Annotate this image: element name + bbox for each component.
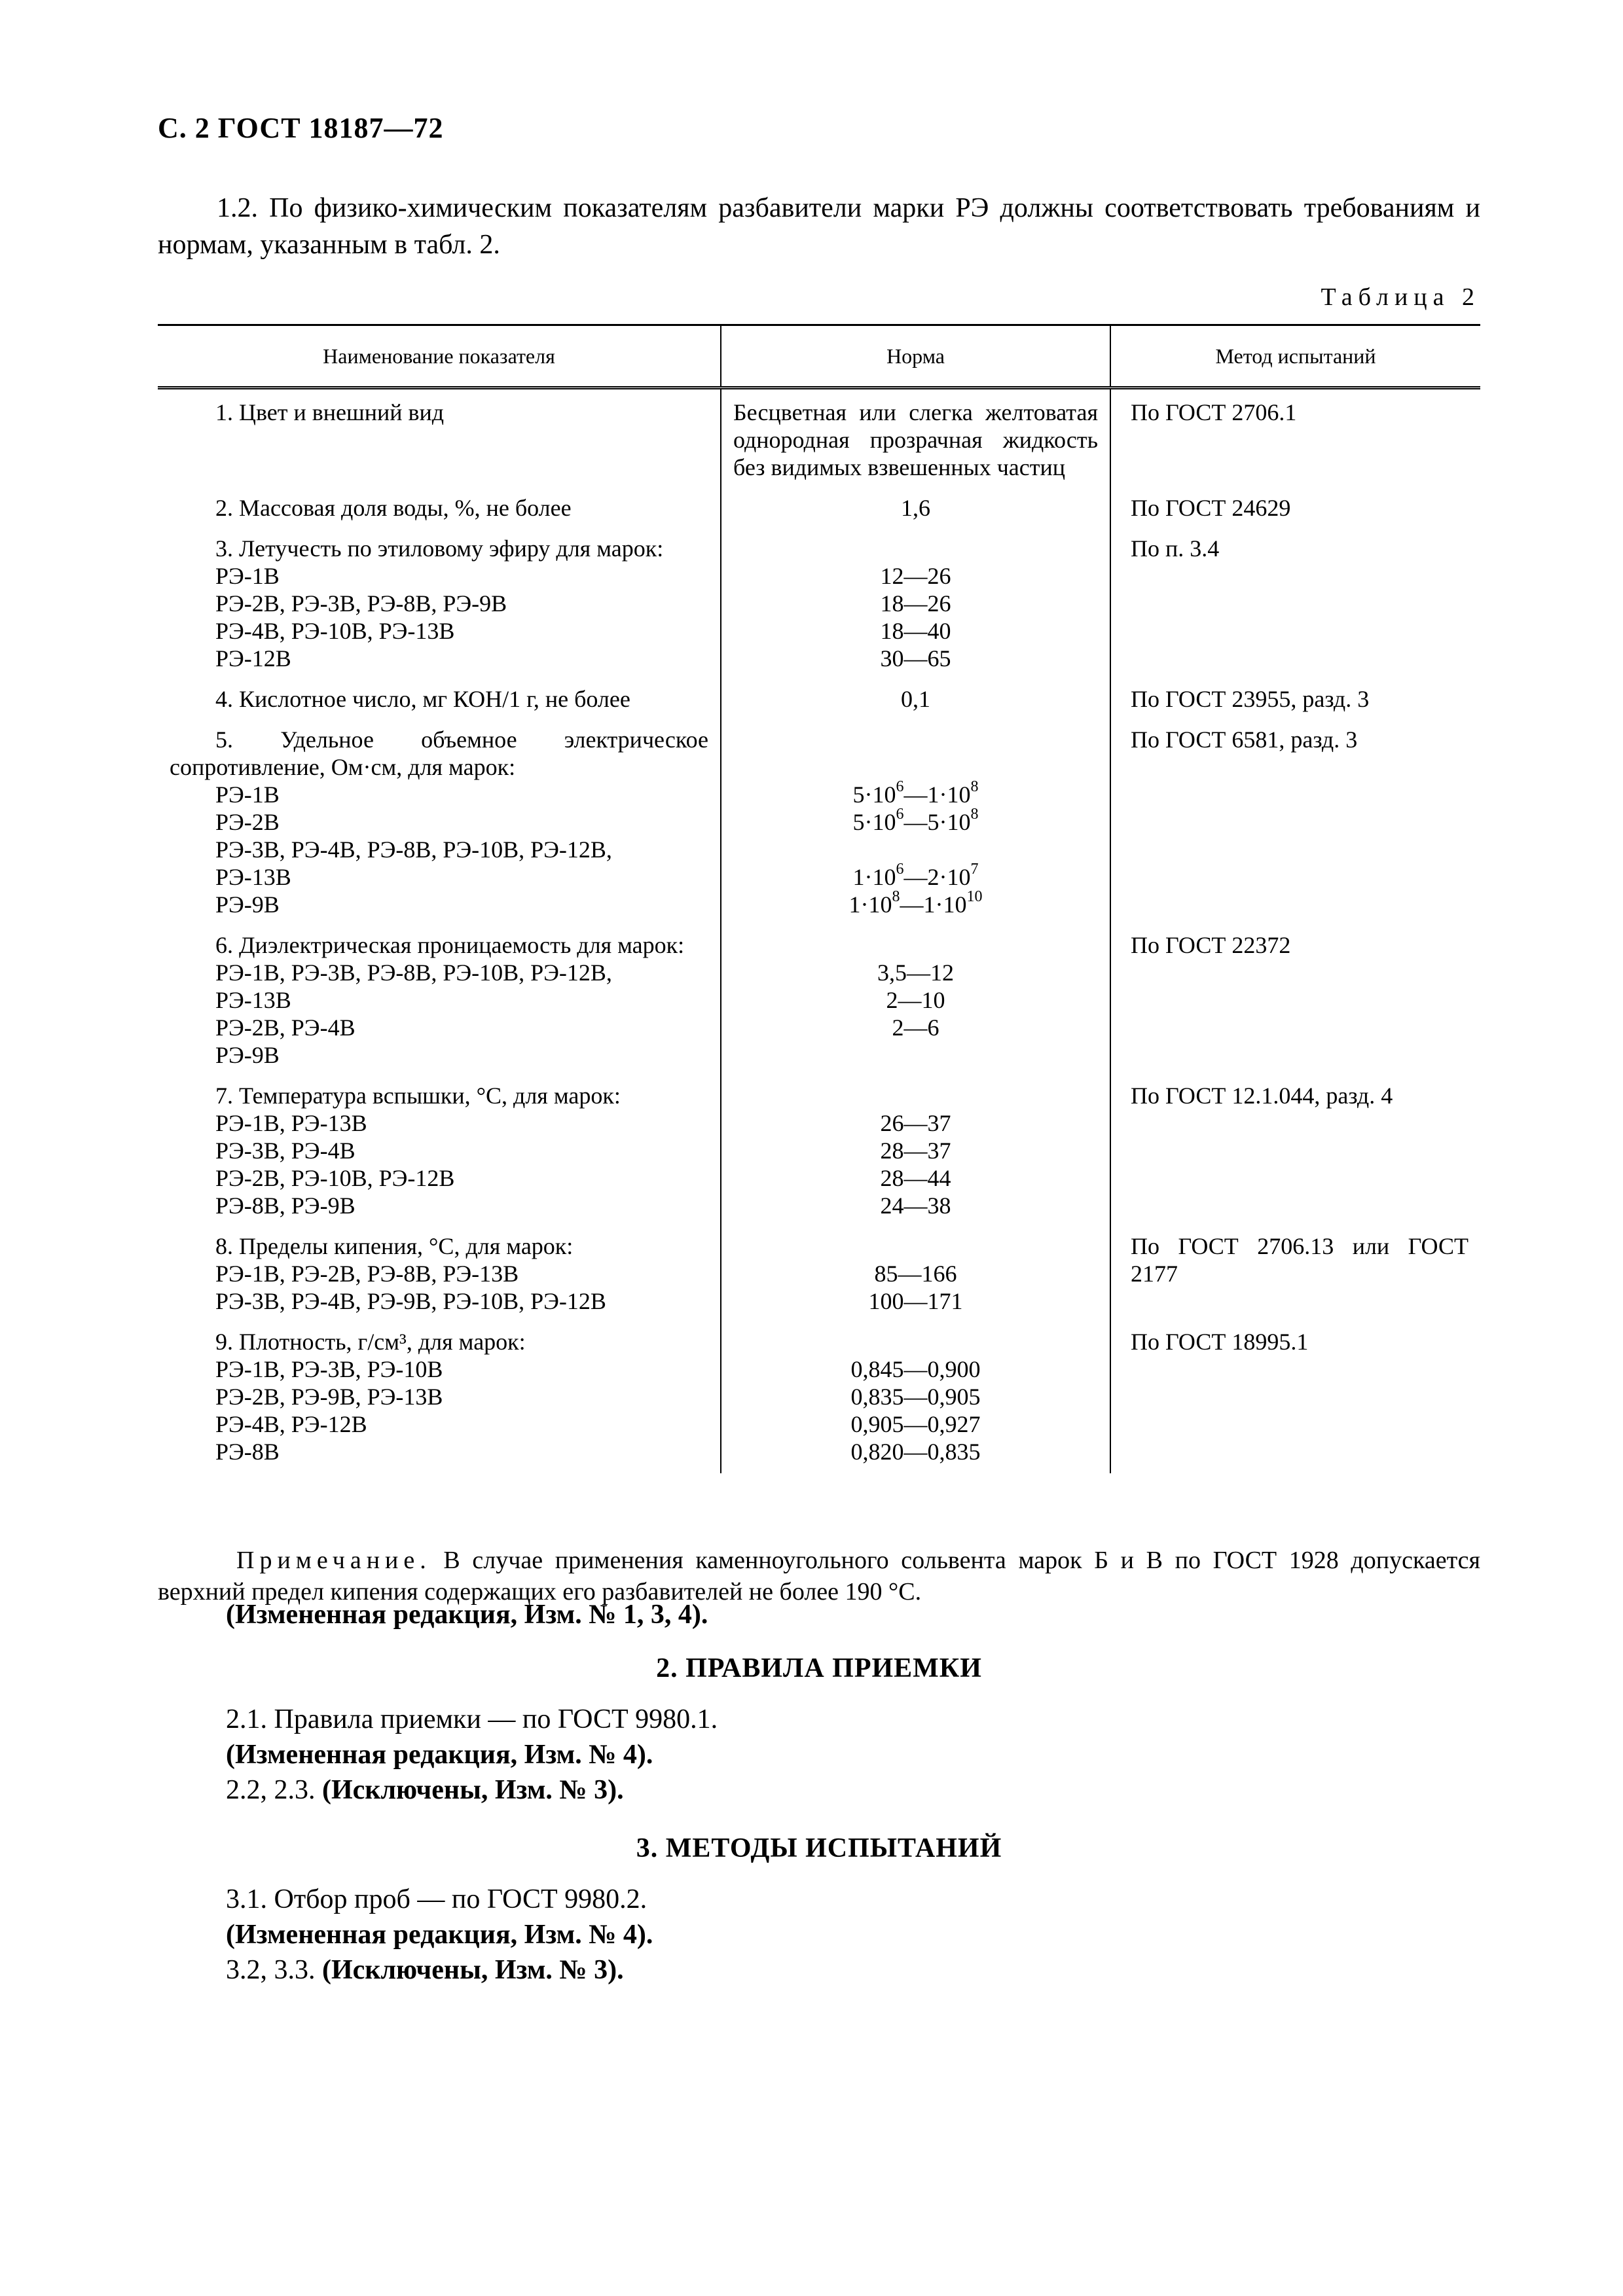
norm-base: 2·10 xyxy=(927,864,971,890)
norm-value: 100—171 xyxy=(868,1288,963,1314)
table-row xyxy=(158,926,1480,1077)
indicator-title: 2. Массовая доля воды, %, не более xyxy=(215,495,572,521)
method-value: По ГОСТ 22372 xyxy=(1131,932,1291,958)
indicator-grade: РЭ-13В xyxy=(215,864,291,890)
revision-note: (Измененная редакция, Изм. № 1, 3, 4). xyxy=(226,1600,708,1630)
norm-value: 3,5—12 xyxy=(877,960,954,986)
indicator-grade: РЭ-1В xyxy=(215,563,280,589)
note-text: В случае применения каменноугольного сольвента марок Б и В по ГОСТ 1928 допускается верхний предел кипения содержащих его разбавителей не более 190 °С. xyxy=(158,1547,1480,1605)
norm-value: 0,1 xyxy=(901,686,930,712)
indicator-cell xyxy=(158,1227,720,1323)
method-cell xyxy=(1110,721,1480,926)
section-2-excluded-prefix: 2.2, 2.3. xyxy=(226,1775,322,1805)
requirements-table xyxy=(158,324,1480,1473)
indicator-grade: РЭ-9В xyxy=(215,891,280,918)
table-row xyxy=(158,680,1480,721)
norm-base: 1·10 xyxy=(923,891,967,918)
norm-spacer xyxy=(733,1328,1098,1355)
norm-exponent: 8 xyxy=(970,806,979,823)
norm-exponent: 6 xyxy=(896,806,904,823)
page-header: С. 2 ГОСТ 18187—72 xyxy=(158,112,444,144)
section-3-excluded-text: (Исключены, Изм. № 3). xyxy=(322,1955,624,1985)
table-row xyxy=(158,1323,1480,1473)
method-cell xyxy=(1110,1077,1480,1227)
norm-spacer xyxy=(733,836,1098,863)
header-norm: Норма xyxy=(721,325,1110,388)
method-value: По п. 3.4 xyxy=(1131,535,1220,562)
section-2-title: 2. ПРАВИЛА ПРИЕМКИ xyxy=(656,1653,982,1683)
table-row xyxy=(158,529,1480,680)
norm-exponent: 8 xyxy=(970,778,979,795)
indicator-grade: РЭ-13В xyxy=(215,987,291,1013)
indicator-grade: РЭ-2В xyxy=(215,809,280,835)
indicator-grade: РЭ-2В, РЭ-10В, РЭ-12В xyxy=(215,1165,455,1191)
norm-value: 28—44 xyxy=(880,1165,951,1191)
indicator-grade: РЭ-2В, РЭ-3В, РЭ-8В, РЭ-9В xyxy=(215,590,507,617)
indicator-cell xyxy=(158,1323,720,1473)
norm-spacer xyxy=(733,535,1098,562)
indicator-grade: РЭ-4В, РЭ-10В, РЭ-13В xyxy=(215,618,455,644)
norm-exponent: 10 xyxy=(966,888,983,905)
indicator-grade: РЭ-2В, РЭ-4В xyxy=(215,1014,356,1041)
indicator-grade: РЭ-1В, РЭ-3В, РЭ-8В, РЭ-10В, РЭ-12В, xyxy=(215,960,612,986)
method-value: По ГОСТ 24629 xyxy=(1131,495,1291,521)
table-body xyxy=(158,388,1480,1474)
indicator-grade: РЭ-3В, РЭ-4В, РЭ-8В, РЭ-10В, РЭ-12В, xyxy=(215,836,612,863)
section-2-1: 2.1. Правила приемки — по ГОСТ 9980.1. xyxy=(226,1704,718,1734)
method-value: По ГОСТ 23955, разд. 3 xyxy=(1131,686,1370,712)
method-value: По ГОСТ 12.1.044, разд. 4 xyxy=(1131,1083,1393,1109)
indicator-title: 9. Плотность, г/см³, для марок: xyxy=(215,1329,526,1355)
table-row xyxy=(158,1077,1480,1227)
indicator-title: 4. Кислотное число, мг КОН/1 г, не более xyxy=(215,686,630,712)
table-row xyxy=(158,388,1480,490)
table-row xyxy=(158,489,1480,529)
norm-value: 0,835—0,905 xyxy=(850,1384,981,1410)
indicator-title: 7. Температура вспышки, °С, для марок: xyxy=(215,1083,621,1109)
indicator-cell xyxy=(158,529,720,680)
norm-value: 18—40 xyxy=(880,618,951,644)
section-3-revision: (Измененная редакция, Изм. № 4). xyxy=(226,1920,653,1950)
method-cell xyxy=(1110,388,1480,490)
indicator-title: 6. Диэлектрическая проницаемость для марок: xyxy=(215,932,685,958)
indicator-grade: РЭ-8В xyxy=(215,1439,280,1465)
norm-exponent: 6 xyxy=(896,778,904,795)
method-value: По ГОСТ 18995.1 xyxy=(1131,1329,1309,1355)
method-cell xyxy=(1110,1227,1480,1323)
norm-exponent: 7 xyxy=(970,861,979,878)
indicator-grade: РЭ-3В, РЭ-4В xyxy=(215,1138,356,1164)
norm-cell xyxy=(721,1077,1110,1227)
indicator-title: 1. Цвет и внешний вид xyxy=(215,399,445,425)
method-value: По ГОСТ 6581, разд. 3 xyxy=(1131,726,1358,753)
indicator-cell xyxy=(158,489,720,529)
indicator-grade: РЭ-9В xyxy=(215,1042,280,1068)
norm-value: 85—166 xyxy=(874,1261,957,1287)
norm-value: $5\cdot 10^6—1\cdot 10^8$ xyxy=(852,778,979,808)
indicator-grade: РЭ-1В, РЭ-13В xyxy=(215,1110,367,1136)
header-method: Метод испытаний xyxy=(1110,325,1480,388)
indicator-grade: РЭ-12В xyxy=(215,645,291,672)
norm-value: 2—10 xyxy=(886,987,945,1013)
method-value: По ГОСТ 2706.1 xyxy=(1131,399,1297,425)
norm-spacer xyxy=(733,726,1098,781)
norm-value: $1\cdot 10^8—1\cdot 10^{10}$ xyxy=(848,888,983,918)
norm-cell xyxy=(721,721,1110,926)
section-3-1: 3.1. Отбор проб — по ГОСТ 9980.2. xyxy=(226,1884,647,1914)
indicator-cell xyxy=(158,680,720,721)
norm-base: 5·10 xyxy=(852,781,896,808)
section-3-excluded-prefix: 3.2, 3.3. xyxy=(226,1955,322,1985)
indicator-cell xyxy=(158,389,720,434)
section-3-title: 3. МЕТОДЫ ИСПЫТАНИЙ xyxy=(636,1833,1002,1863)
norm-exponent: 8 xyxy=(892,888,900,905)
indicator-title: 3. Летучесть по этиловому эфиру для марок: xyxy=(215,535,664,562)
norm-base: 1·10 xyxy=(927,781,971,808)
intro-paragraph: 1.2. По физико-химическим показателям разбавители марки РЭ должны соответствовать требованиям и нормам, указанным в табл. 2. xyxy=(158,193,1480,260)
norm-base: 1·10 xyxy=(848,891,892,918)
indicator-grade: РЭ-1В, РЭ-3В, РЭ-10В xyxy=(215,1356,443,1382)
indicator-grade: РЭ-3В, РЭ-4В, РЭ-9В, РЭ-10В, РЭ-12В xyxy=(215,1288,606,1314)
norm-spacer xyxy=(733,1232,1098,1260)
norm-value: 2—6 xyxy=(892,1014,939,1041)
norm-cell xyxy=(721,388,1110,490)
norm-value: 30—65 xyxy=(880,645,951,672)
norm-cell xyxy=(721,489,1110,529)
note-label: Примечание. xyxy=(236,1547,431,1574)
indicator-cell xyxy=(158,926,720,1077)
norm-cell xyxy=(721,1323,1110,1473)
norm-value: 1,6 xyxy=(901,495,930,521)
method-cell xyxy=(1110,926,1480,1077)
norm-value: 24—38 xyxy=(880,1193,951,1219)
table-header-row xyxy=(158,325,1480,388)
section-2-excluded-text: (Исключены, Изм. № 3). xyxy=(322,1775,624,1805)
norm-base: 5·10 xyxy=(852,809,896,835)
section-2-revision: (Измененная редакция, Изм. № 4). xyxy=(226,1740,653,1770)
indicator-grade: РЭ-1В, РЭ-2В, РЭ-8В, РЭ-13В xyxy=(215,1261,519,1287)
indicator-grade: РЭ-4В, РЭ-12В xyxy=(215,1411,367,1437)
norm-value: 26—37 xyxy=(880,1110,951,1136)
indicator-title: 5. Удельное объемное электрическое сопротивление, Ом·см, для марок: xyxy=(170,726,708,780)
norm-value: 28—37 xyxy=(880,1138,951,1164)
norm-spacer xyxy=(733,931,1098,959)
norm-value: $1\cdot 10^6—2\cdot 10^7$ xyxy=(852,861,979,890)
table-caption: Таблица 2 xyxy=(1321,283,1480,311)
norm-cell xyxy=(721,926,1110,1077)
indicator-grade: РЭ-1В xyxy=(215,781,280,808)
norm-value: Бесцветная или слегка желтоватая однородная прозрачная жидкость без видимых взвешенных частиц xyxy=(733,399,1098,480)
norm-value: $5\cdot 10^6—5\cdot 10^8$ xyxy=(852,806,979,835)
indicator-grade: РЭ-8В, РЭ-9В xyxy=(215,1193,356,1219)
norm-base: 1·10 xyxy=(852,864,896,890)
norm-exponent: 6 xyxy=(896,861,904,878)
norm-value: 18—26 xyxy=(880,590,951,617)
norm-cell xyxy=(721,1227,1110,1323)
norm-spacer xyxy=(733,1082,1098,1109)
method-cell xyxy=(1110,1323,1480,1473)
table-row xyxy=(158,1227,1480,1323)
section-2-excluded xyxy=(226,1772,624,1808)
norm-value: 0,905—0,927 xyxy=(850,1411,981,1437)
section-3-excluded xyxy=(226,1952,624,1988)
indicator-cell xyxy=(158,721,720,926)
norm-base: 5·10 xyxy=(927,809,971,835)
method-cell xyxy=(1110,529,1480,680)
indicator-cell xyxy=(158,1077,720,1227)
method-value: По ГОСТ 2706.13 или ГОСТ 2177 xyxy=(1131,1233,1468,1287)
header-indicator: Наименование показателя xyxy=(158,325,721,388)
norm-value: 0,845—0,900 xyxy=(850,1356,981,1382)
method-cell xyxy=(1110,680,1480,721)
norm-value: 0,820—0,835 xyxy=(850,1439,981,1465)
method-cell xyxy=(1110,489,1480,529)
table-row xyxy=(158,721,1480,926)
norm-cell xyxy=(721,680,1110,721)
norm-cell xyxy=(721,529,1110,680)
indicator-grade: РЭ-2В, РЭ-9В, РЭ-13В xyxy=(215,1384,443,1410)
norm-value: 12—26 xyxy=(880,563,951,589)
indicator-title: 8. Пределы кипения, °С, для марок: xyxy=(215,1233,574,1259)
